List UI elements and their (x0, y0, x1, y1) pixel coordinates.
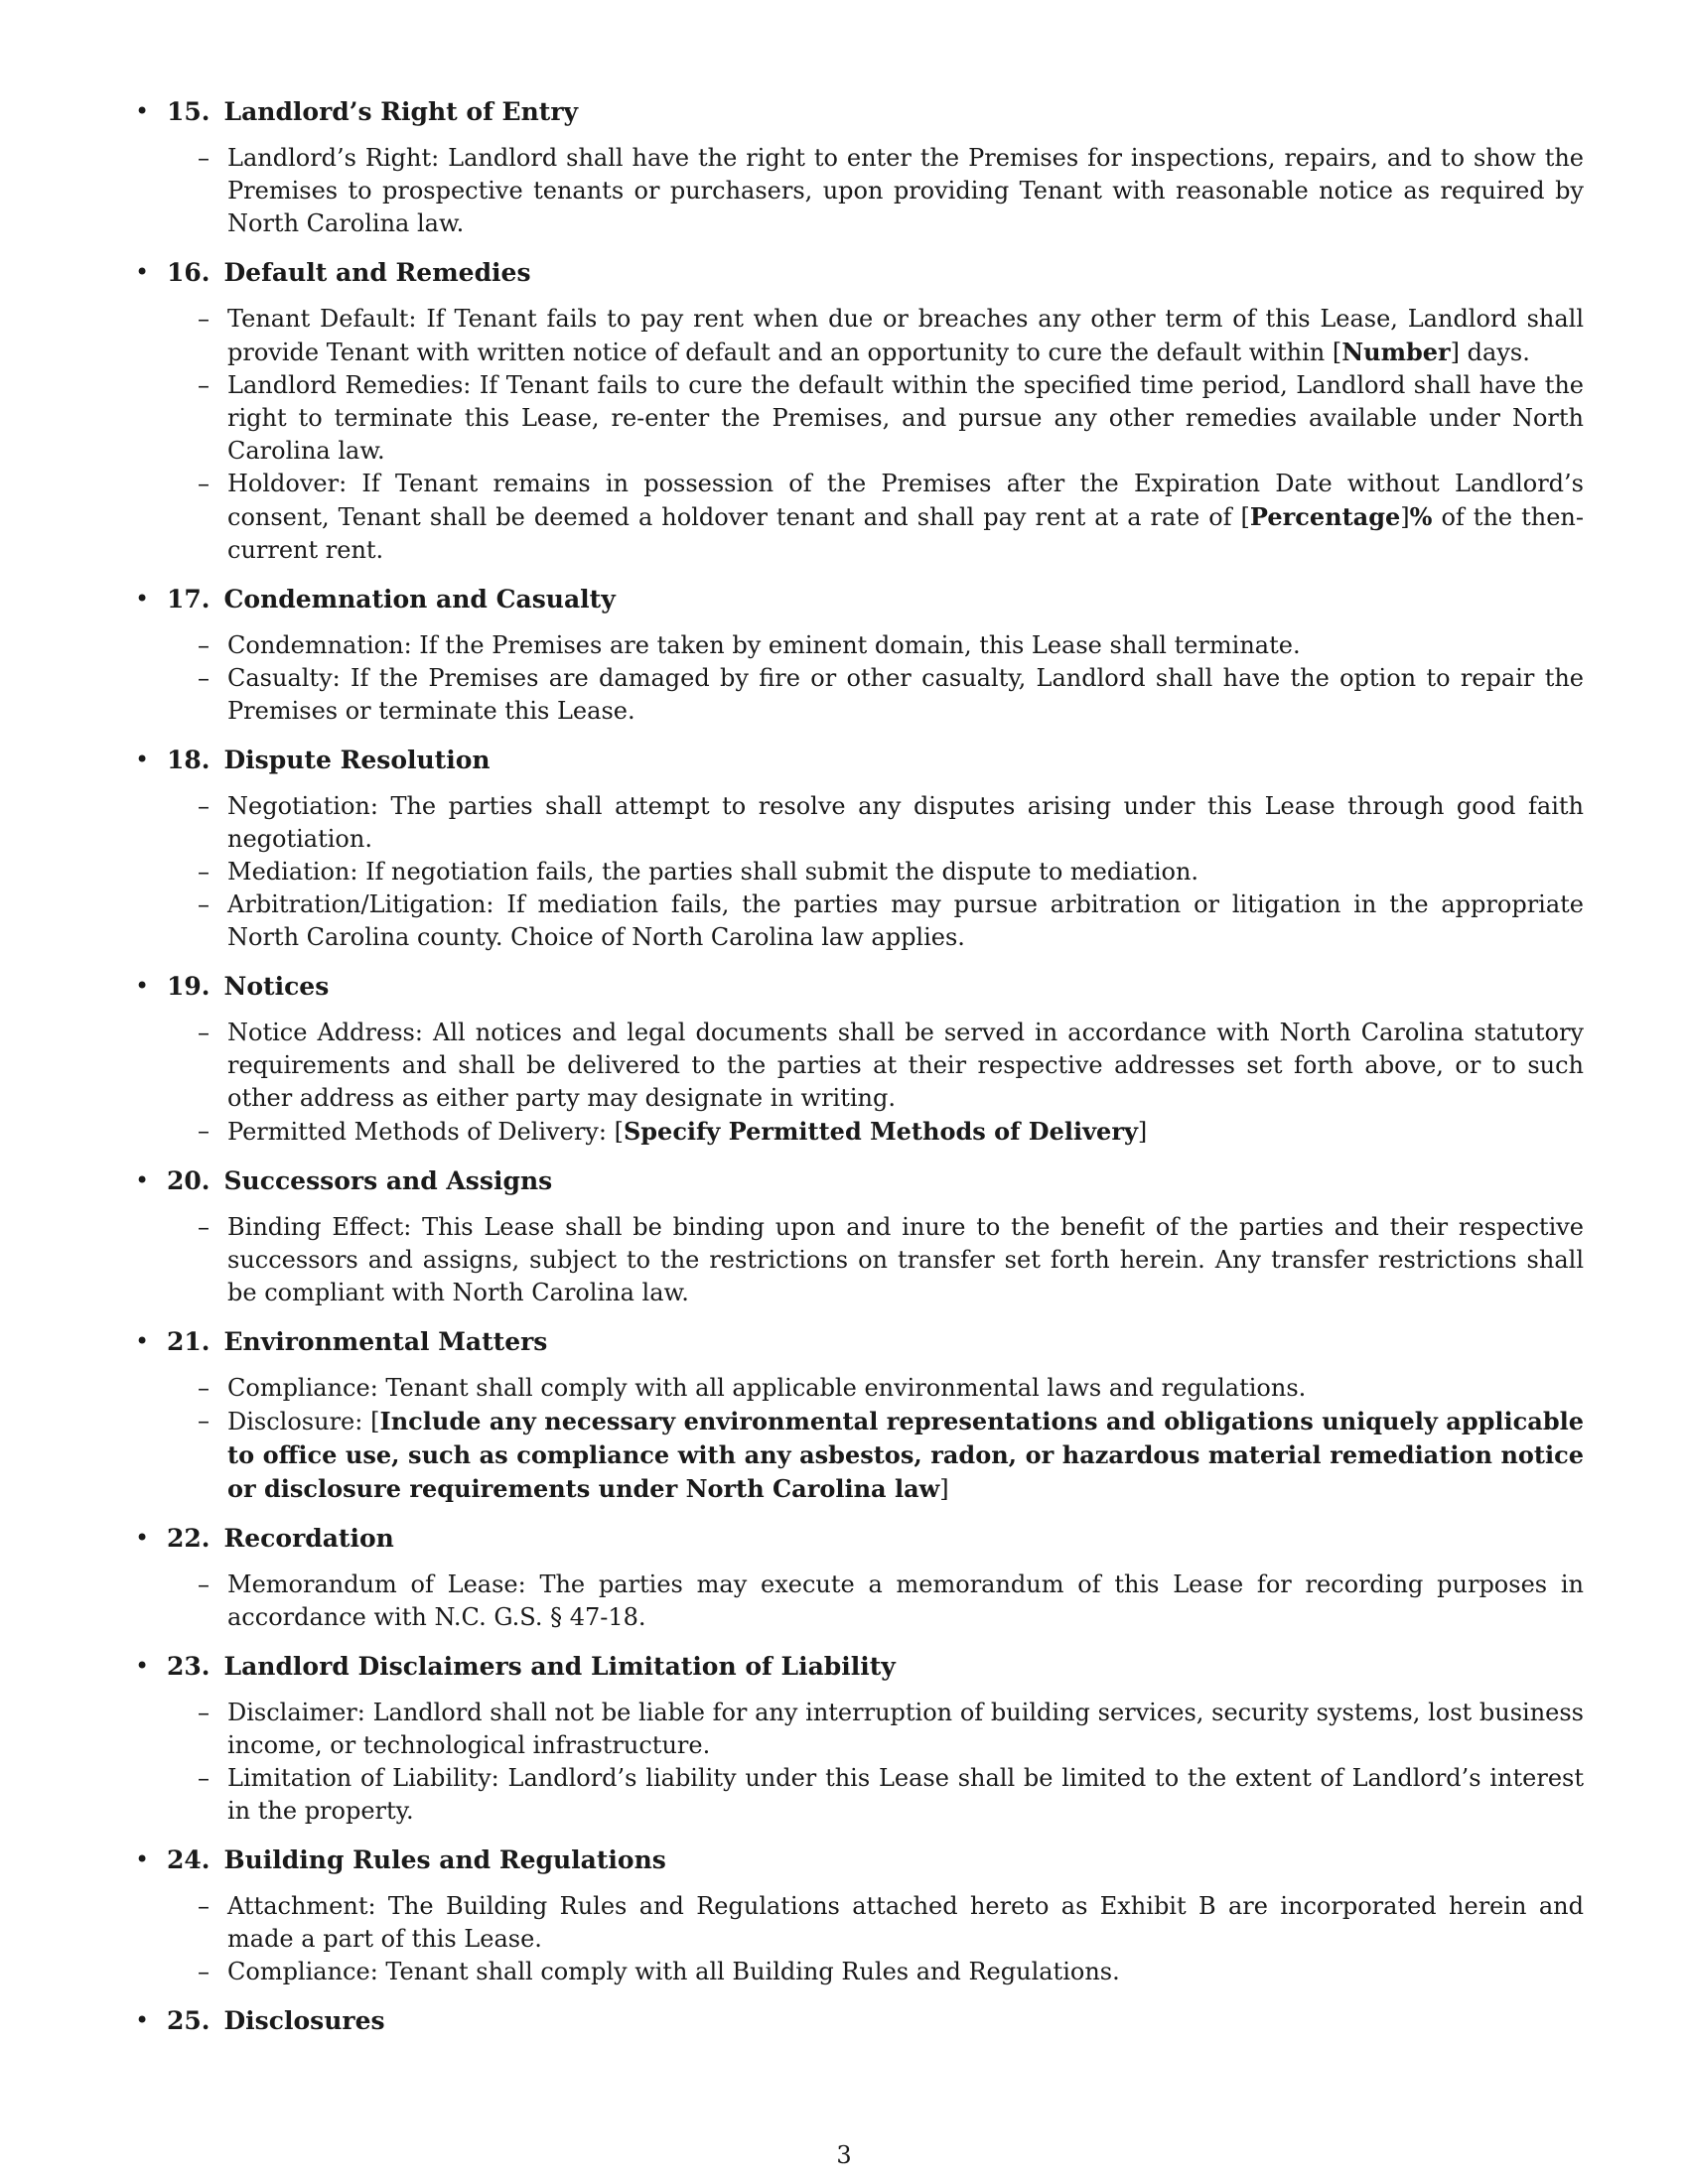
clause-item (135, 1405, 1584, 1506)
dash-icon: – (198, 664, 210, 692)
clause-item (135, 1956, 1584, 1988)
section-number: 24. (167, 1845, 211, 1874)
clause-list (135, 303, 1584, 567)
clause-item (135, 790, 1584, 856)
section-25 (135, 2004, 1584, 2037)
placeholder-text: % (1409, 502, 1433, 531)
section-heading (135, 95, 1584, 128)
clause-text: Landlord’s Right: Landlord shall have the right to enter the Premises for inspections, repairs, and to show the Premises to prospective tenants or purchasers, upon providing Tenant with reasonable notice as required by North Carolina law. (227, 144, 1584, 237)
clause-text: Negotiation: The parties shall attempt to resolve any disputes arising under this Lease through good faith negotiation. (227, 792, 1584, 853)
clause-text: Binding Effect: This Lease shall be binding upon and inure to the benefit of the parties and their respective successors and assigns, subject to the restrictions on transfer set forth herein. Any transfer restrictions shall be compliant with North Carolina law. (227, 1213, 1584, 1306)
dash-icon: – (198, 371, 210, 399)
clause-text: Limitation of Liability: Landlord’s liability under this Lease shall be limited to the extent of Landlord’s interest in the property. (227, 1764, 1584, 1825)
bullet-icon: • (135, 1166, 150, 1194)
section-number: 16. (167, 258, 211, 287)
section-title: Successors and Assigns (223, 1166, 553, 1195)
clause-text: Memorandum of Lease: The parties may execute a memorandum of this Lease for recording purposes in accordance with N.C. G.S. § 47-18. (227, 1570, 1584, 1631)
section-title: Environmental Matters (223, 1327, 548, 1356)
bullet-icon: • (135, 2006, 150, 2034)
section-23 (135, 1650, 1584, 1828)
section-title: Dispute Resolution (223, 746, 491, 774)
placeholder-text: Number (1341, 338, 1451, 366)
dash-icon: – (198, 470, 210, 497)
clause-list (135, 142, 1584, 240)
bullet-icon: • (135, 585, 150, 613)
clause-text: Attachment: The Building Rules and Regulations attached hereto as Exhibit B are incorporated herein and made a part of this Lease. (227, 1892, 1584, 1953)
section-16 (135, 256, 1584, 567)
dash-icon: – (198, 858, 210, 886)
dash-icon: – (198, 1213, 210, 1241)
clause-list (135, 1017, 1584, 1149)
lease-sections (135, 95, 1584, 2037)
section-number: 20. (167, 1166, 211, 1195)
section-title: Condemnation and Casualty (223, 585, 616, 614)
section-19 (135, 970, 1584, 1149)
dash-icon: – (198, 1764, 210, 1792)
clause-text: Disclaimer: Landlord shall not be liable for any interruption of building services, security systems, lost business income, or technological infrastructure. (227, 1699, 1584, 1759)
section-number: 18. (167, 746, 211, 774)
clause-text: Mediation: If negotiation fails, the parties shall submit the dispute to mediation. (227, 858, 1199, 886)
clause-item (135, 629, 1584, 662)
clause-text: ] days. (1450, 339, 1530, 366)
clause-item (135, 1762, 1584, 1828)
section-heading (135, 1650, 1584, 1683)
section-heading (135, 1325, 1584, 1358)
section-number: 15. (167, 97, 211, 126)
dash-icon: – (198, 1699, 210, 1726)
dash-icon: – (198, 305, 210, 333)
clause-item (135, 142, 1584, 240)
bullet-icon: • (135, 97, 150, 125)
section-heading (135, 583, 1584, 615)
section-17 (135, 583, 1584, 728)
section-heading (135, 1843, 1584, 1876)
dash-icon: – (198, 631, 210, 659)
section-20 (135, 1164, 1584, 1309)
section-number: 25. (167, 2006, 211, 2035)
clause-list (135, 629, 1584, 728)
clause-text: Casualty: If the Premises are damaged by fire or other casualty, Landlord shall have the option to repair the Premises or terminate this Lease. (227, 664, 1584, 725)
section-heading (135, 744, 1584, 776)
section-title: Building Rules and Regulations (223, 1845, 666, 1874)
clause-list (135, 1211, 1584, 1309)
clause-list (135, 790, 1584, 954)
clause-item (135, 468, 1584, 567)
section-21 (135, 1325, 1584, 1506)
clause-text: Arbitration/Litigation: If mediation fails, the parties may pursue arbitration or litigation in the appropriate North Carolina county. Choice of North Carolina law applies. (227, 890, 1584, 951)
clause-item (135, 1697, 1584, 1762)
section-title: Recordation (223, 1524, 394, 1553)
placeholder-text: Percentage (1249, 502, 1401, 531)
section-number: 19. (167, 972, 211, 1001)
page-number: 3 (836, 2141, 852, 2169)
bullet-icon: • (135, 1845, 150, 1873)
section-number: 23. (167, 1652, 211, 1681)
section-number: 17. (167, 585, 211, 614)
clause-item (135, 369, 1584, 468)
section-title: Notices (223, 972, 330, 1001)
clause-item (135, 303, 1584, 369)
clause-list (135, 1372, 1584, 1506)
bullet-icon: • (135, 746, 150, 773)
dash-icon: – (198, 1117, 210, 1145)
dash-icon: – (198, 1374, 210, 1402)
clause-item (135, 1569, 1584, 1634)
section-number: 22. (167, 1524, 211, 1553)
section-15 (135, 95, 1584, 240)
clause-list (135, 1569, 1584, 1634)
dash-icon: – (198, 792, 210, 820)
clause-text: Compliance: Tenant shall comply with all applicable environmental laws and regulations. (227, 1374, 1307, 1402)
clause-item (135, 856, 1584, 888)
dash-icon: – (198, 1019, 210, 1046)
section-heading (135, 2004, 1584, 2037)
clause-item (135, 1372, 1584, 1405)
clause-item (135, 662, 1584, 728)
clause-list (135, 1697, 1584, 1828)
section-number: 21. (167, 1327, 211, 1356)
bullet-icon: • (135, 1327, 150, 1355)
section-heading (135, 1522, 1584, 1555)
placeholder-text: Include any necessary environmental representations and obligations uniquely applicable to office use, such as compliance with any asbestos, radon, or hazardous material remediation notice or disclosure requirements under North Carolina law (227, 1407, 1584, 1503)
clause-item (135, 1017, 1584, 1115)
section-18 (135, 744, 1584, 954)
dash-icon: – (198, 144, 210, 172)
section-title: Disclosures (223, 2006, 385, 2035)
dash-icon: – (198, 1892, 210, 1920)
clause-text: Notice Address: All notices and legal documents shall be served in accordance with North Carolina statutory requirements and shall be delivered to the parties at their respective addresses set forth above, or to such other address as either party may designate in writing. (227, 1019, 1584, 1112)
bullet-icon: • (135, 1524, 150, 1552)
dash-icon: – (198, 1570, 210, 1598)
clause-text: Landlord Remedies: If Tenant fails to cure the default within the specified time period, Landlord shall have the right to terminate this Lease, re-enter the Premises, and pursue any other remedies available under North Carolina law. (227, 371, 1584, 465)
clause-text: Holdover: If Tenant remains in possession of the Premises after the Expiration Date without Landlord’s consent, Tenant shall be deemed a holdover tenant and shall pay rent at a rate of [ (227, 470, 1584, 531)
placeholder-text: Specify Permitted Methods of Delivery (623, 1117, 1138, 1146)
dash-icon: – (198, 1407, 210, 1434)
clause-text: of the then-current rent. (227, 503, 1584, 564)
clause-item (135, 1890, 1584, 1956)
bullet-icon: • (135, 972, 150, 1000)
bullet-icon: • (135, 1652, 150, 1680)
clause-list (135, 1890, 1584, 1988)
clause-text: ] (1400, 503, 1410, 531)
clause-text: Permitted Methods of Delivery: [ (227, 1118, 624, 1146)
section-title: Landlord’s Right of Entry (223, 97, 579, 126)
clause-item (135, 1211, 1584, 1309)
section-title: Landlord Disclaimers and Limitation of Liability (223, 1652, 896, 1681)
dash-icon: – (198, 890, 210, 918)
section-heading (135, 1164, 1584, 1197)
section-heading (135, 970, 1584, 1003)
section-22 (135, 1522, 1584, 1634)
section-heading (135, 256, 1584, 289)
clause-text: Condemnation: If the Premises are taken by eminent domain, this Lease shall terminate. (227, 631, 1301, 659)
dash-icon: – (198, 1958, 210, 1985)
clause-text: ] (939, 1475, 949, 1503)
clause-item (135, 1115, 1584, 1149)
clause-text: ] (1137, 1118, 1148, 1146)
section-24 (135, 1843, 1584, 1988)
clause-text: Tenant Default: If Tenant fails to pay rent when due or breaches any other term of this Lease, Landlord shall provide Tenant with written notice of default and an opportunity to cure the default within [ (227, 305, 1584, 366)
bullet-icon: • (135, 258, 150, 286)
clause-text: Compliance: Tenant shall comply with all Building Rules and Regulations. (227, 1958, 1120, 1985)
section-title: Default and Remedies (223, 258, 531, 287)
clause-item (135, 888, 1584, 954)
clause-text: Disclosure: [ (227, 1408, 380, 1435)
